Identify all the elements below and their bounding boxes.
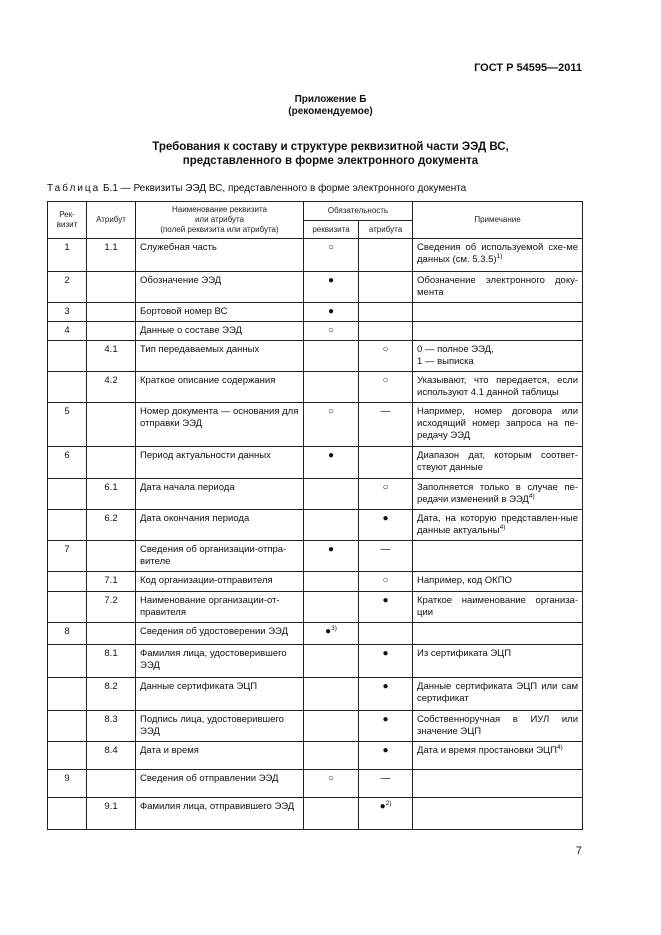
- cell-obligation-rekvizit-text: ○: [327, 325, 335, 336]
- cell-note: [413, 541, 583, 572]
- cell-atribut-text: 6.1: [104, 482, 118, 493]
- cell-obligation-atribut-text: ○: [382, 375, 389, 386]
- cell-note: [413, 239, 583, 272]
- cell-rekvizit-text: 4: [64, 325, 70, 336]
- footnote-ref: 4): [528, 493, 535, 500]
- cell-note: [413, 572, 583, 592]
- cell-name: [136, 592, 304, 623]
- cell-atribut-text: 7.1: [104, 575, 118, 586]
- cell-obligation-rekvizit-text: ●: [327, 544, 335, 555]
- cell-name: [136, 372, 304, 403]
- cell-obligation-atribut: [359, 510, 413, 541]
- cell-rekvizit: [48, 678, 87, 711]
- cell-atribut: [87, 447, 136, 479]
- cell-obligation-atribut: [359, 447, 413, 479]
- cell-name: [136, 322, 304, 341]
- cell-rekvizit: [48, 711, 87, 742]
- cell-note: [413, 272, 583, 303]
- appendix-status: (рекомендуемое): [288, 106, 373, 117]
- cell-obligation-atribut-text: ●: [382, 513, 389, 524]
- header-name-line3: (полей реквизита или атрибута): [160, 225, 279, 234]
- cell-obligation-atribut: [359, 541, 413, 572]
- table-row: [48, 541, 583, 572]
- cell-name: [136, 403, 304, 447]
- cell-atribut-text: 8.1: [104, 648, 118, 659]
- cell-atribut-text: 9.1: [104, 801, 118, 812]
- header-atribut: Атрибут: [87, 202, 136, 239]
- cell-note: [413, 678, 583, 711]
- cell-obligation-rekvizit: [304, 372, 359, 403]
- cell-rekvizit: [48, 372, 87, 403]
- cell-note: [413, 403, 583, 447]
- cell-note-text: Обозначение электронного доку-мента: [417, 275, 579, 298]
- cell-obligation-atribut-text: ○: [382, 575, 389, 586]
- cell-obligation-atribut: [359, 341, 413, 372]
- caption-label: Таблица: [47, 183, 101, 194]
- table-row: [48, 303, 583, 322]
- cell-obligation-atribut: [359, 372, 413, 403]
- cell-note: [413, 798, 583, 830]
- cell-atribut: [87, 541, 136, 572]
- cell-atribut-text: 4.2: [104, 375, 118, 386]
- cell-obligation-rekvizit-text: ○: [327, 242, 335, 253]
- cell-name-text: Дата начала периода: [140, 482, 235, 493]
- table-row: [48, 770, 583, 798]
- cell-atribut: [87, 742, 136, 770]
- footnote-ref: 4): [499, 524, 506, 531]
- cell-note-text: Из сертификата ЭЦП: [417, 648, 512, 659]
- cell-name-text: Сведения об удостоверении ЭЭД: [140, 626, 289, 637]
- cell-atribut: [87, 592, 136, 623]
- footnote-ref: 4): [556, 744, 563, 751]
- cell-obligation-rekvizit: [304, 770, 359, 798]
- cell-rekvizit: [48, 541, 87, 572]
- cell-obligation-rekvizit: [304, 272, 359, 303]
- footnote-ref: 2): [385, 800, 392, 807]
- cell-atribut: [87, 303, 136, 322]
- cell-name-text: Фамилия лица, отправившего ЭЭД: [140, 801, 295, 812]
- cell-name-text: Сведения об организации-отпра-вителе: [140, 544, 287, 567]
- cell-obligation-rekvizit: [304, 592, 359, 623]
- caption-text: Б.1 — Реквизиты ЭЭД ВС, представленного в форме электронного документа: [100, 183, 467, 194]
- cell-name: [136, 798, 304, 830]
- cell-rekvizit: [48, 341, 87, 372]
- cell-note-text: Данные сертификата ЭЦП или сам сертификат: [417, 681, 579, 704]
- cell-obligation-rekvizit: [304, 623, 359, 645]
- cell-name: [136, 341, 304, 372]
- cell-note: [413, 341, 583, 372]
- cell-obligation-rekvizit: [304, 479, 359, 510]
- cell-name-text: Служебная часть: [140, 242, 217, 253]
- table-row: [48, 510, 583, 541]
- cell-note-text: Собственноручная в ИУЛ или значение ЭЦП: [417, 714, 579, 737]
- cell-name-text: Фамилия лица, удостоверившего ЭЭД: [140, 648, 287, 671]
- cell-name-text: Сведения об отправлении ЭЭД: [140, 773, 279, 784]
- cell-rekvizit: [48, 322, 87, 341]
- cell-rekvizit: [48, 770, 87, 798]
- cell-name-text: Дата и время: [140, 745, 199, 756]
- appendix-title: Приложение Б: [294, 94, 367, 105]
- cell-note-text: Заполняется только в случае пе-редачи изменений в ЭЭД: [417, 482, 579, 505]
- cell-name-text: Краткое описание содержания: [140, 375, 276, 386]
- cell-name-text: Период актуальности данных: [140, 450, 271, 461]
- cell-atribut: [87, 645, 136, 678]
- table-row: [48, 239, 583, 272]
- cell-obligation-atribut: [359, 711, 413, 742]
- cell-obligation-atribut-text: ●: [382, 714, 389, 725]
- cell-atribut: [87, 572, 136, 592]
- header-name-line2: или атрибута: [194, 215, 245, 224]
- cell-note: [413, 322, 583, 341]
- cell-note-text: Диапазон дат, которым соответ-ствуют данные: [417, 450, 579, 473]
- cell-note: [413, 447, 583, 479]
- cell-note: [413, 510, 583, 541]
- header-name-line1: Наименование реквизита: [172, 205, 267, 214]
- cell-obligation-rekvizit: [304, 403, 359, 447]
- table-row: [48, 645, 583, 678]
- cell-name-text: Данные сертификата ЭЦП: [140, 681, 258, 692]
- cell-atribut: [87, 372, 136, 403]
- header-note: Примечание: [413, 202, 583, 239]
- cell-obligation-atribut: [359, 798, 413, 830]
- cell-name-text: Данные о составе ЭЭД: [140, 325, 242, 336]
- cell-obligation-rekvizit: [304, 541, 359, 572]
- cell-obligation-rekvizit: [304, 341, 359, 372]
- header-obligation: Обязательность: [304, 202, 413, 221]
- cell-name-text: Дата окончания периода: [140, 513, 250, 524]
- cell-obligation-rekvizit: [304, 303, 359, 322]
- cell-atribut-text: 8.2: [104, 681, 118, 692]
- cell-note-text: 0 — полное ЭЭД, 1 — выписка: [417, 344, 494, 367]
- cell-obligation-atribut: [359, 479, 413, 510]
- cell-atribut: [87, 678, 136, 711]
- cell-obligation-rekvizit: [304, 447, 359, 479]
- cell-note: [413, 479, 583, 510]
- header-obligation-rekvizit: реквизита: [304, 221, 359, 239]
- cell-rekvizit: [48, 272, 87, 303]
- cell-name-text: Номер документа — основания для отправки ЭЭД: [140, 406, 299, 429]
- cell-note: [413, 711, 583, 742]
- cell-name-text: Подпись лица, удостоверившего ЭЭД: [140, 714, 284, 737]
- cell-note: [413, 303, 583, 322]
- cell-note-text: Сведения об используемой схе-ме данных (см. 5.3.5): [417, 242, 579, 265]
- header-name: [136, 202, 304, 239]
- cell-obligation-rekvizit: [304, 798, 359, 830]
- cell-obligation-atribut-text: ●: [382, 681, 389, 692]
- cell-note-text: Например, номер договора или исходящий номер запроса на пе-редачу ЭЭД: [417, 406, 579, 441]
- page-number: 7: [575, 845, 582, 857]
- requisites-table: [47, 201, 583, 830]
- cell-note-text: Дата и время простановки ЭЦП: [417, 745, 557, 756]
- cell-rekvizit-text: 9: [64, 773, 70, 784]
- table-row: [48, 322, 583, 341]
- cell-name: [136, 572, 304, 592]
- cell-atribut: [87, 272, 136, 303]
- cell-note: [413, 623, 583, 645]
- cell-obligation-atribut: [359, 403, 413, 447]
- table-row: [48, 447, 583, 479]
- cell-rekvizit: [48, 510, 87, 541]
- cell-obligation-rekvizit-text: ○: [327, 773, 335, 784]
- cell-obligation-atribut: [359, 572, 413, 592]
- cell-rekvizit: [48, 239, 87, 272]
- cell-obligation-rekvizit-text: ●: [325, 626, 332, 637]
- cell-obligation-atribut: [359, 272, 413, 303]
- header-rekvizit: Рек-визит: [48, 202, 87, 239]
- cell-obligation-atribut: [359, 645, 413, 678]
- table-row: [48, 711, 583, 742]
- cell-atribut-text: 7.2: [104, 595, 118, 606]
- cell-atribut: [87, 479, 136, 510]
- cell-obligation-rekvizit: [304, 572, 359, 592]
- cell-name: [136, 510, 304, 541]
- cell-name: [136, 678, 304, 711]
- cell-note-text: Указывают, что передается, если используют 4.1 данной таблицы: [417, 375, 579, 398]
- cell-obligation-atribut: [359, 303, 413, 322]
- cell-rekvizit: [48, 447, 87, 479]
- cell-name: [136, 645, 304, 678]
- cell-name: [136, 541, 304, 572]
- standard-number: ГОСТ Р 54595—2011: [474, 62, 582, 74]
- table-row: [48, 272, 583, 303]
- table-row: [48, 479, 583, 510]
- footnote-ref: 1): [496, 253, 503, 260]
- cell-rekvizit: [48, 572, 87, 592]
- cell-note: [413, 645, 583, 678]
- cell-obligation-atribut-text: ○: [382, 344, 389, 355]
- cell-obligation-atribut: [359, 322, 413, 341]
- cell-rekvizit: [48, 592, 87, 623]
- cell-rekvizit-text: 5: [64, 406, 70, 417]
- cell-obligation-atribut: [359, 592, 413, 623]
- cell-note-text: Дата, на которую представлен-ные данные актуальны: [417, 513, 579, 536]
- cell-atribut: [87, 510, 136, 541]
- cell-atribut-text: 4.1: [104, 344, 118, 355]
- cell-note-text: Например, код ОКПО: [417, 575, 512, 586]
- cell-name: [136, 272, 304, 303]
- cell-atribut: [87, 770, 136, 798]
- cell-obligation-rekvizit: [304, 711, 359, 742]
- cell-obligation-atribut-text: ●: [382, 745, 389, 756]
- cell-name: [136, 239, 304, 272]
- table-row: [48, 678, 583, 711]
- cell-obligation-atribut-text: ○: [382, 482, 389, 493]
- cell-name: [136, 711, 304, 742]
- cell-obligation-atribut-text: —: [380, 544, 391, 555]
- cell-obligation-atribut-text: ●: [382, 648, 389, 659]
- cell-rekvizit: [48, 742, 87, 770]
- table-row: [48, 572, 583, 592]
- cell-obligation-rekvizit: [304, 742, 359, 770]
- cell-atribut: [87, 322, 136, 341]
- cell-note-text: Краткое наименование организа-ции: [417, 595, 579, 618]
- cell-name: [136, 479, 304, 510]
- cell-atribut-text: 6.2: [104, 513, 118, 524]
- table-row: [48, 341, 583, 372]
- cell-obligation-rekvizit: [304, 239, 359, 272]
- cell-note: [413, 592, 583, 623]
- cell-note: [413, 742, 583, 770]
- doc-title-line1: Требования к составу и структуре реквизитной части ЭЭД ВС,: [152, 141, 509, 153]
- cell-atribut: [87, 341, 136, 372]
- cell-rekvizit: [48, 623, 87, 645]
- cell-obligation-atribut-text: —: [380, 773, 391, 784]
- cell-obligation-rekvizit: [304, 678, 359, 711]
- cell-obligation-rekvizit-text: ●: [327, 275, 335, 286]
- cell-atribut: [87, 239, 136, 272]
- cell-obligation-atribut: [359, 623, 413, 645]
- table-body: [48, 239, 583, 830]
- cell-rekvizit: [48, 645, 87, 678]
- cell-rekvizit-text: 2: [64, 275, 70, 286]
- cell-note: [413, 372, 583, 403]
- table-caption: [47, 183, 466, 194]
- cell-rekvizit-text: 3: [64, 306, 70, 317]
- header-obligation-atribut: атрибута: [359, 221, 413, 239]
- cell-atribut: [87, 623, 136, 645]
- cell-rekvizit: [48, 403, 87, 447]
- cell-rekvizit: [48, 303, 87, 322]
- cell-atribut-text: 1.1: [104, 242, 118, 253]
- cell-obligation-atribut: [359, 742, 413, 770]
- footnote-ref: 3): [331, 625, 337, 632]
- cell-rekvizit-text: 7: [64, 544, 70, 555]
- cell-obligation-atribut-text: —: [380, 406, 391, 417]
- cell-name: [136, 447, 304, 479]
- table-row: [48, 372, 583, 403]
- cell-name-text: Код организации-отправителя: [140, 575, 273, 586]
- cell-name: [136, 770, 304, 798]
- table-row: [48, 592, 583, 623]
- cell-obligation-rekvizit: [304, 322, 359, 341]
- cell-rekvizit-text: 8: [64, 626, 70, 637]
- doc-title-line2: представленного в форме электронного документа: [182, 155, 479, 167]
- cell-rekvizit-text: 1: [64, 242, 70, 253]
- cell-atribut: [87, 798, 136, 830]
- cell-name: [136, 303, 304, 322]
- table-row: [48, 623, 583, 645]
- table-row: [48, 742, 583, 770]
- cell-name: [136, 623, 304, 645]
- cell-atribut-text: 8.4: [104, 745, 118, 756]
- cell-name-text: Тип передаваемых данных: [140, 344, 260, 355]
- cell-rekvizit: [48, 479, 87, 510]
- cell-obligation-rekvizit: [304, 645, 359, 678]
- cell-atribut: [87, 403, 136, 447]
- cell-obligation-atribut-text: ●: [382, 595, 389, 606]
- table-row: [48, 798, 583, 830]
- cell-name-text: Обозначение ЭЭД: [140, 275, 222, 286]
- cell-atribut-text: 8.3: [104, 714, 118, 725]
- cell-obligation-rekvizit: [304, 510, 359, 541]
- cell-rekvizit: [48, 798, 87, 830]
- cell-obligation-atribut: [359, 770, 413, 798]
- cell-name-text: Бортовой номер ВС: [140, 306, 228, 317]
- cell-obligation-rekvizit-text: ●: [327, 450, 335, 461]
- cell-name: [136, 742, 304, 770]
- cell-note: [413, 770, 583, 798]
- cell-obligation-rekvizit-text: ●: [327, 306, 335, 317]
- cell-obligation-atribut: [359, 239, 413, 272]
- cell-rekvizit-text: 6: [64, 450, 70, 461]
- cell-name-text: Наименование организации-от-правителя: [140, 595, 280, 618]
- cell-obligation-rekvizit-text: ○: [327, 406, 335, 417]
- cell-atribut: [87, 711, 136, 742]
- cell-obligation-atribut-text: ●: [379, 801, 386, 812]
- cell-obligation-atribut: [359, 678, 413, 711]
- table-row: [48, 403, 583, 447]
